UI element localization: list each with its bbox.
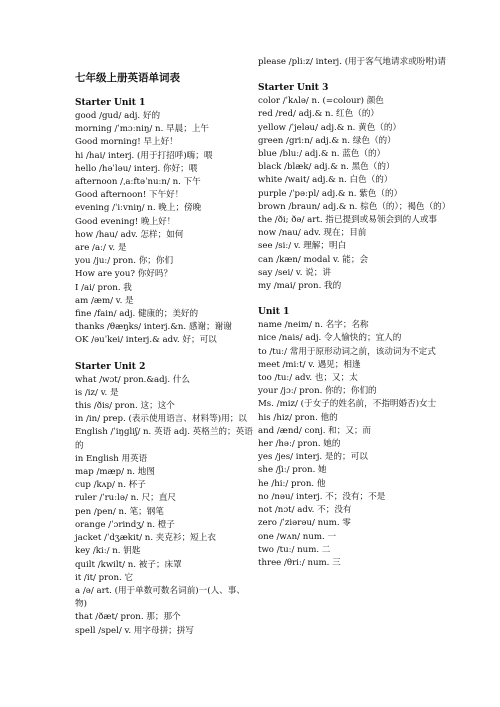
vocabulary-entry: are /aː/ v. 是 [75,243,127,254]
vocabulary-entry: Good evening! 晚上好！ [75,216,176,227]
vocabulary-list [258,56,448,69]
vocabulary-entry: Good afternoon! 下午好！ [75,190,184,201]
vocabulary-entry: how /hau/ adv. 怎样；如何 [75,229,184,240]
section-gap [258,293,448,306]
vocabulary-list [75,110,255,348]
vocabulary-list [75,374,255,638]
vocabulary-entry: in /in/ prep. (表示使用语言、材料等)用；以 [75,414,247,425]
vocabulary-entry: one /wʌn/ num. 一 [258,531,337,542]
vocabulary-entry: English /ˈiŋgliʃ/ n. 英语 adj. 英格兰的；英语的 [75,427,253,451]
vocabulary-entry: color /ˈkʌlə/ n. (=colour) 颜色 [258,96,384,107]
document-title: 七年级上册英语单词表 [75,72,180,84]
vocabulary-entry: thanks /θæŋks/ interj.&n. 感谢；谢谢 [75,322,232,333]
vocabulary-entry: brown /braun/ adj.& n. 棕色（的）；褐色（的） [258,201,451,212]
vocabulary-entry: good /gud/ adj. 好的 [75,111,161,121]
vocabulary-entry: yes /jes/ interj. 是的；可以 [258,452,368,463]
vocabulary-entry: see /siː/ v. 理解；明白 [258,241,347,252]
vocabulary-entry: your /jɔː/ pron. 你的；你们的 [258,386,377,397]
vocabulary-entry: morning /ˈmɔːniŋ/ n. 早晨；上午 [75,124,210,135]
right-column [258,56,451,570]
vocabulary-entry: you /juː/ pron. 你；你们 [75,256,174,267]
vocabulary-entry: too /tuː/ adv. 也；又；太 [258,373,358,384]
vocabulary-entry: it /it/ pron. 它 [75,572,134,583]
vocabulary-entry: my /mai/ pron. 我的 [258,281,342,292]
vocabulary-entry: is /iz/ v. 是 [75,387,119,398]
section-gap [75,348,255,361]
vocabulary-entry: this /ðis/ pron. 这；这个 [75,401,175,412]
section-gap [258,69,448,82]
vocabulary-entry: to /tuː/ 常用于原形动词之前，该动词为不定式 [258,346,436,357]
vocabulary-entry: her /həː/ pron. 她的 [258,439,341,450]
unit-heading: Starter Unit 2 [75,361,146,372]
vocabulary-entry: ruler /ˈruːlə/ n. 尺；直尺 [75,493,176,504]
vocabulary-list [258,95,451,293]
vocabulary-entry: and /ænd/ conj. 和；又；而 [258,425,372,436]
vocabulary-entry: red /red/ adj.& n. 红色（的） [258,109,380,120]
vocabulary-entry: jacket /ˈdʒækit/ n. 夹克衫；短上衣 [75,533,216,544]
vocabulary-entry: Good morning! 早上好！ [75,137,178,148]
vocabulary-entry: no /nəu/ interj. 不；没有；不是 [258,491,386,502]
vocabulary-entry: How are you? 你好吗？ [75,269,173,280]
vocabulary-entry: Ms. /miz/ (于女子的姓名前，不指明婚否)女士 [258,399,437,410]
vocabulary-entry: key /kiː/ n. 钥匙 [75,546,141,557]
vocabulary-entry: OK /əuˈkei/ interj.& adv. 好；可以 [75,335,217,346]
vocabulary-entry: black /blæk/ adj.& n. 黑色（的） [258,162,395,173]
vocabulary-entry: yellow /ˈjeləu/ adj.& n. 黄色（的） [258,122,402,133]
vocabulary-entry: the /ði; ðə/ art. 指已提到或易领会到的人或事 [258,215,438,226]
vocabulary-entry: two /tuː/ num. 二 [258,544,331,555]
vocabulary-entry: please /pliːz/ interj. (用于客气地请求或吩咐)请 [258,57,446,67]
vocabulary-entry: she /ʃiː/ pron. 她 [258,465,327,476]
vocabulary-entry: say /sei/ v. 说；讲 [258,267,331,278]
vocabulary-entry: he /hiː/ pron. 他 [258,478,326,489]
vocabulary-entry: quilt /kwilt/ n. 被子；床罩 [75,559,182,570]
vocabulary-entry: afternoon /ˌaːftəˈnuːn/ n. 下午 [75,177,201,188]
unit-heading: Starter Unit 3 [258,83,329,94]
vocabulary-entry: nice /nais/ adj. 令人愉快的；宜人的 [258,333,402,344]
vocabulary-entry: what /wɔt/ pron.&adj. 什么 [75,374,190,385]
vocabulary-entry: hi /hai/ interj. (用于打招呼)嗨；喂 [75,150,213,161]
vocabulary-entry: can /kæn/ modal v. 能；会 [258,254,369,265]
vocabulary-entry: green /griːn/ adj.& n. 绿色（的） [258,135,396,146]
vocabulary-entry: orange /ˈɔrindʒ/ n. 橙子 [75,519,175,530]
vocabulary-entry: blue /bluː/ adj.& n. 蓝色（的） [258,149,386,160]
vocabulary-entry: fine /fain/ adj. 健康的；美好的 [75,309,199,320]
vocabulary-entry: zero /ˈziərəu/ num. 零 [258,518,351,529]
unit-heading: Unit 1 [258,307,290,318]
vocabulary-entry: white /wait/ adj.& n. 白色（的） [258,175,393,186]
vocabulary-list [258,319,448,570]
vocabulary-entry: I /ai/ pron. 我 [75,282,132,293]
vocabulary-entry: name /neim/ n. 名字；名称 [258,320,369,331]
vocabulary-entry: his /hiz/ pron. 他的 [258,412,338,423]
vocabulary-entry: in English 用英语 [75,453,148,464]
vocabulary-entry: map /mæp/ n. 地图 [75,467,155,478]
vocabulary-entry: pen /pen/ n. 笔；钢笔 [75,506,164,517]
unit-heading: Starter Unit 1 [75,98,146,108]
vocabulary-entry: three /θriː/ num. 三 [258,557,341,568]
vocabulary-entry: not /nɔt/ adv. 不；没有 [258,505,352,516]
vocabulary-entry: am /æm/ v. 是 [75,295,134,306]
vocabulary-entry: meet /miːt/ v. 遇见；相逢 [258,359,361,370]
vocabulary-entry: hello /həˈləu/ interj. 你好；喂 [75,163,198,174]
left-column [75,72,255,638]
vocabulary-entry: a /ə/ art. (用于单数可数名词前)一(人、事、物) [75,585,245,610]
vocabulary-entry: now /nau/ adv. 现在；目前 [258,228,367,239]
vocabulary-entry: spell /spel/ v. 用字母拼；拼写 [75,625,194,636]
vocabulary-entry: that /ðæt/ pron. 那；那个 [75,612,181,623]
vocabulary-entry: purple /ˈpəːpl/ adj.& n. 紫色（的） [258,188,403,199]
vocabulary-entry: evening /ˈiːvniŋ/ n. 晚上；傍晚 [75,203,202,214]
vocabulary-entry: cup /kʌp/ n. 杯子 [75,480,146,491]
